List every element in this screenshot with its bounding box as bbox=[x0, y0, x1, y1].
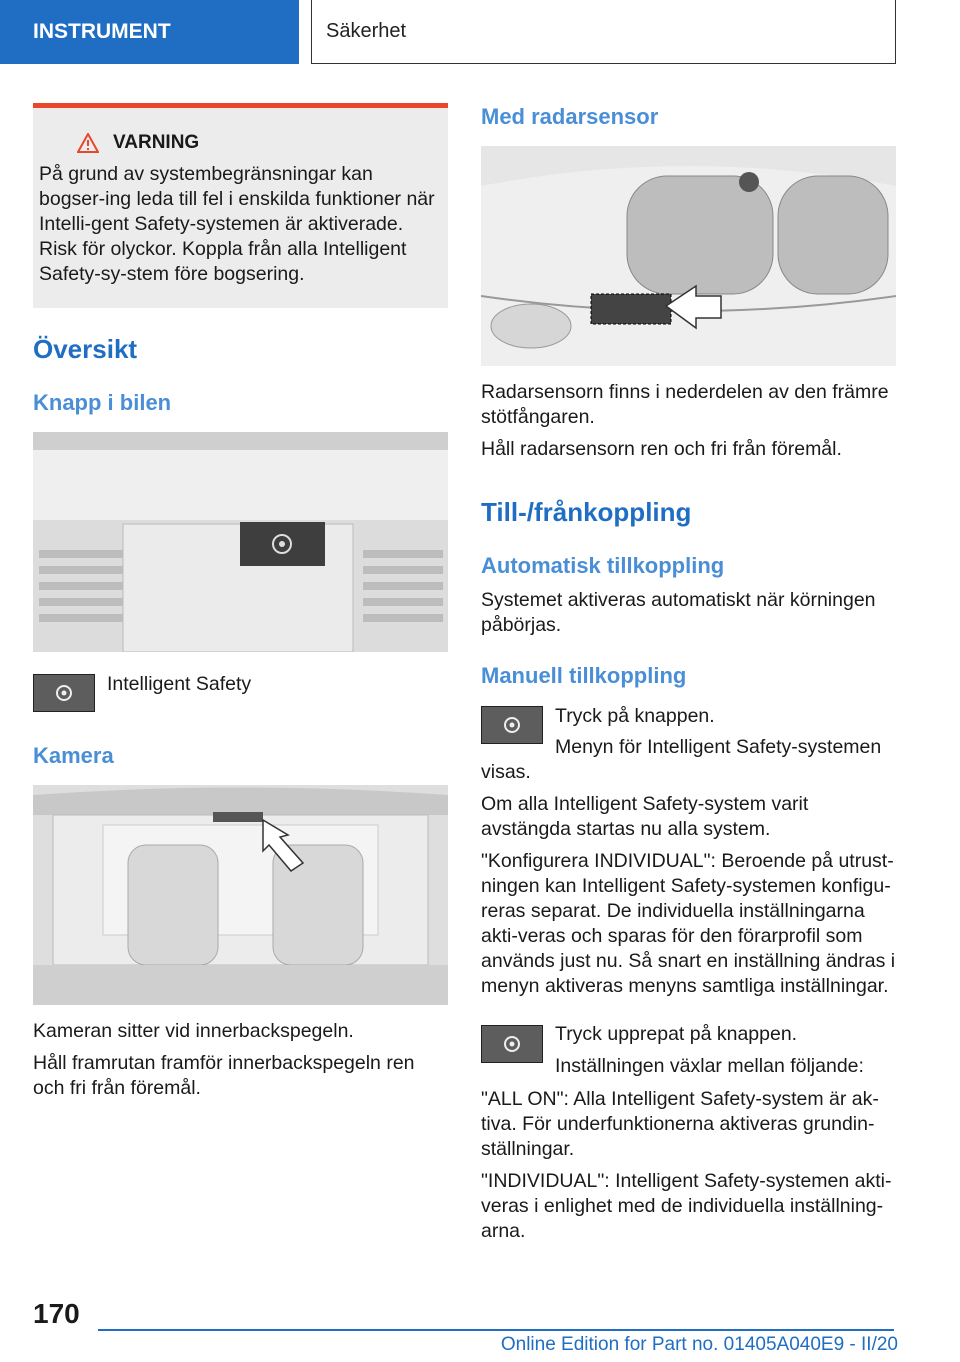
dashboard-button-illustration bbox=[33, 432, 448, 652]
radar-paragraph-2: Håll radarsensorn ren och fri från föremål. bbox=[481, 438, 842, 460]
radar-paragraph-1: Radarsensorn finns i nederdelen av den främre stötfångaren. bbox=[481, 381, 889, 428]
heading-oversikt: Översikt bbox=[33, 334, 138, 364]
button-caption: Intelligent Safety bbox=[107, 673, 252, 695]
safety-button-icon-2 bbox=[481, 1025, 543, 1063]
chapter-tab: INSTRUMENT bbox=[0, 0, 299, 64]
page-number: 170 bbox=[33, 1298, 80, 1329]
section-label: Säkerhet bbox=[326, 20, 407, 42]
manual-paragraph-2: "Konfigurera INDIVIDUAL": Beroende på utrust-ningen kan Intelligent Safety-systemen konfigu-reras separat. De individuella inställningarna akti-veras och sparas för den förarprofil som används just nu. Så snart en inställning ändras i menyn aktiveras menyns samtliga inställningar. bbox=[481, 850, 896, 997]
repeat-step: Tryck upprepat på knappen. bbox=[555, 1023, 798, 1045]
car-front-drawing bbox=[481, 146, 896, 366]
heading-med-radarsensor: Med radarsensor bbox=[481, 104, 659, 129]
heading-automatisk-tillkoppling: Automatisk tillkoppling bbox=[481, 553, 725, 578]
safety-symbol-icon bbox=[502, 715, 522, 735]
radar-sensor-illustration bbox=[481, 146, 896, 366]
heading-knapp-i-bilen: Knapp i bilen bbox=[33, 390, 172, 415]
manual-step-1: Tryck på knappen. bbox=[555, 705, 715, 727]
all-on-paragraph: "ALL ON": Alla Intelligent Safety-system är ak-tiva. För underfunktionerna aktiveras grundin-ställningar. bbox=[481, 1088, 879, 1160]
intelligent-safety-button-icon bbox=[33, 674, 95, 712]
warning-triangle-icon bbox=[77, 133, 99, 153]
manual-paragraph-1: Om alla Intelligent Safety-system varit avstängda startas nu alla system. bbox=[481, 793, 809, 840]
section-title bbox=[311, 0, 896, 64]
warning-title: VARNING bbox=[113, 132, 200, 153]
heading-manuell-tillkoppling: Manuell tillkoppling bbox=[481, 663, 687, 688]
auto-paragraph: Systemet aktiveras automatiskt när körningen påbörjas. bbox=[481, 589, 876, 636]
safety-symbol-icon bbox=[54, 683, 74, 703]
heading-kamera: Kamera bbox=[33, 743, 114, 768]
individual-paragraph: "INDIVIDUAL": Intelligent Safety-systemen akti-veras i enlighet med de individuella inställning-arna. bbox=[481, 1170, 892, 1242]
edition-label: Online Edition for Part no. 01405A040E9 - II/20 bbox=[500, 1334, 898, 1355]
manual-step-1-result: Menyn för Intelligent Safety-systemen visas. bbox=[481, 736, 882, 783]
interior-drawing bbox=[33, 785, 448, 1005]
kamera-paragraph-2: Håll framrutan framför innerbackspegeln ren och fri från föremål. bbox=[33, 1052, 415, 1099]
footer-divider bbox=[98, 1329, 894, 1331]
dashboard-drawing bbox=[33, 432, 448, 652]
heading-till-frankoppling: Till-/frånkoppling bbox=[481, 497, 692, 527]
safety-symbol-icon bbox=[502, 1034, 522, 1054]
warning-text: På grund av systembegränsningar kan bogser-ing leda till fel i enskilda funktioner när Intelli-gent Safety-systemen är aktiverade. Risk för olyckor. Koppla från alla Intelligent Safety-sy-stem före bogsering. bbox=[39, 163, 435, 285]
warning-heading bbox=[77, 132, 436, 154]
camera-illustration bbox=[33, 785, 448, 1005]
warning-box bbox=[33, 103, 448, 308]
kamera-paragraph-1: Kameran sitter vid innerbackspegeln. bbox=[33, 1020, 354, 1042]
repeat-step-result: Inställningen växlar mellan följande: bbox=[555, 1055, 864, 1077]
